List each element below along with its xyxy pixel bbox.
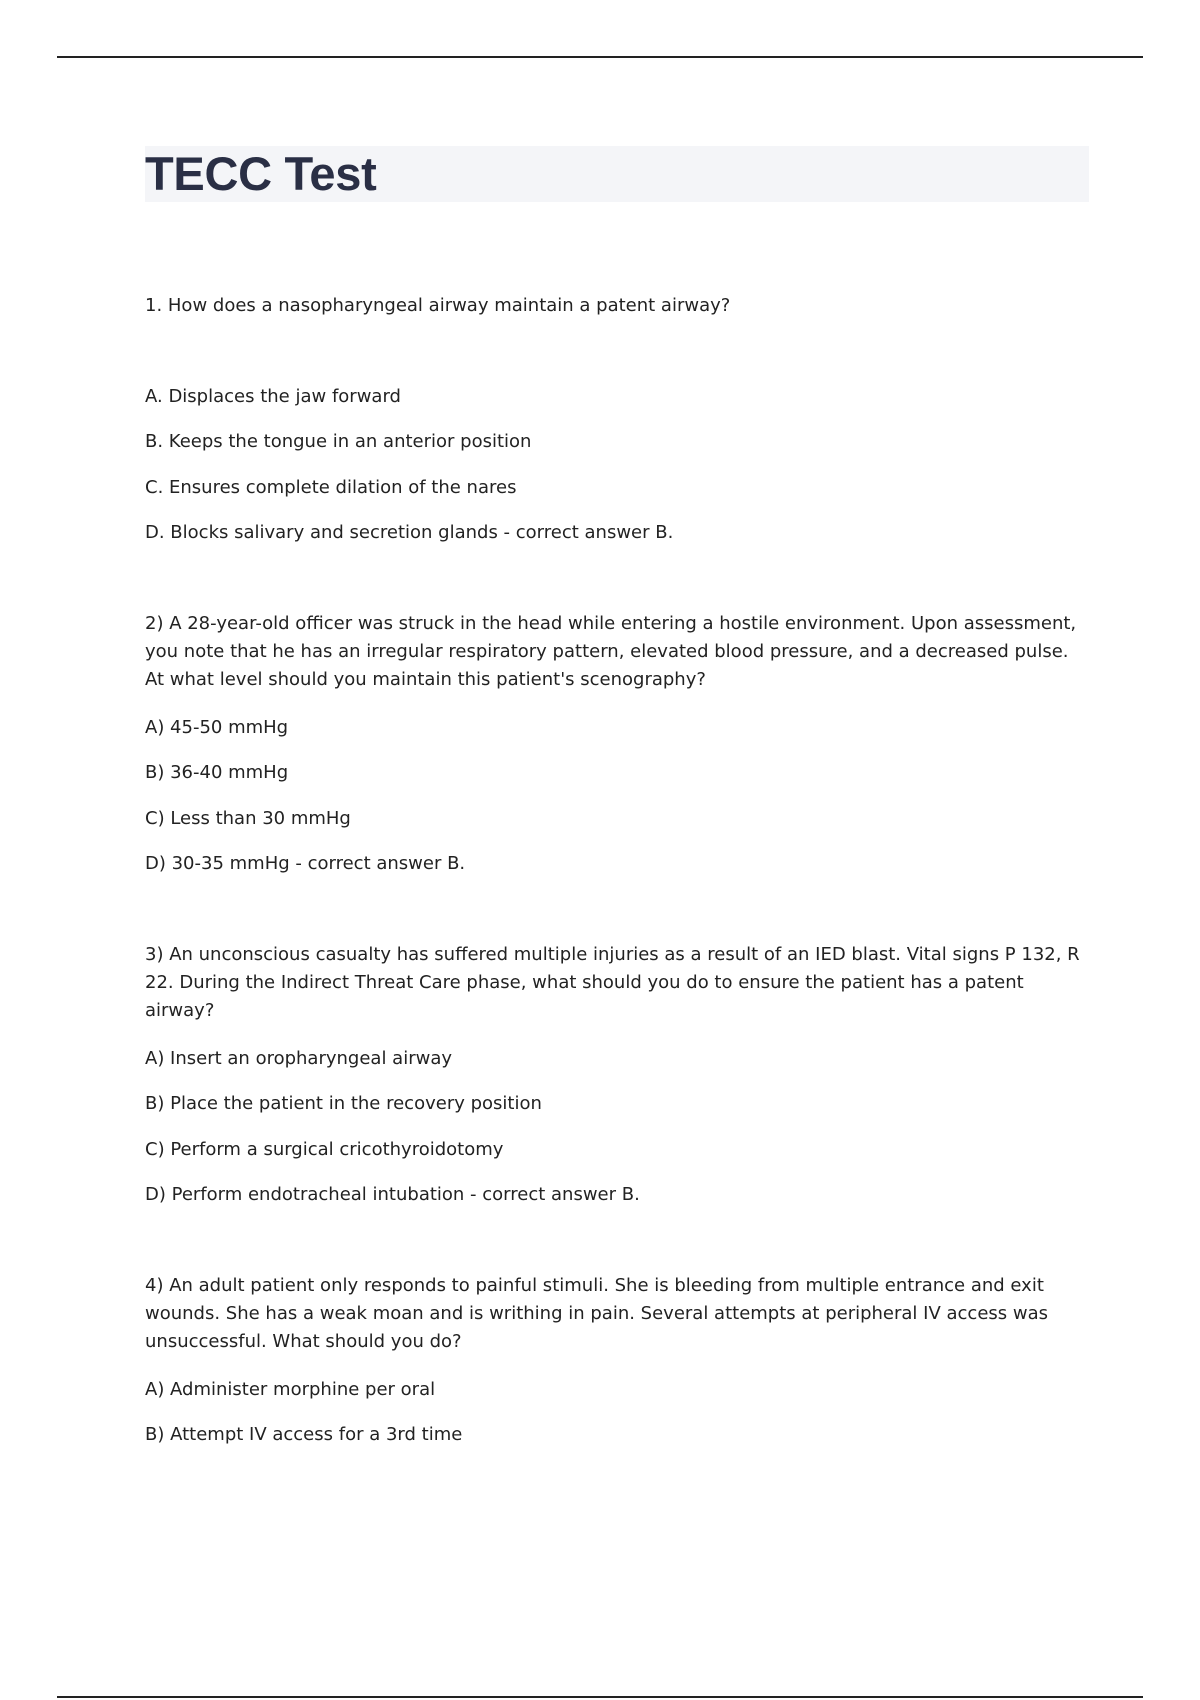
question-3-option-b: B) Place the patient in the recovery position bbox=[145, 1093, 542, 1114]
question-1-text: 1. How does a nasopharyngeal airway maintain a patent airway? bbox=[145, 295, 731, 316]
question-2-option-d: D) 30-35 mmHg - correct answer B. bbox=[145, 853, 466, 874]
question-3-text: 3) An unconscious casualty has suffered multiple injuries as a result of an IED blast. Vital signs P 132, R 22. During the Indirect Threat Care phase, what should you do to ensure the patient has a patent airway? bbox=[145, 944, 1080, 1021]
question-2-option-c: C) Less than 30 mmHg bbox=[145, 808, 351, 829]
question-4-option-b: B) Attempt IV access for a 3rd time bbox=[145, 1424, 463, 1445]
question-2-option-b: B) 36-40 mmHg bbox=[145, 762, 289, 783]
question-1-option-a: A. Displaces the jaw forward bbox=[145, 386, 401, 407]
page-title: TECC Test bbox=[145, 147, 377, 200]
question-3-option-a: A) Insert an oropharyngeal airway bbox=[145, 1048, 453, 1069]
header-rule bbox=[57, 56, 1143, 58]
question-1-option-c: C. Ensures complete dilation of the nares bbox=[145, 477, 517, 498]
footer-rule bbox=[57, 1696, 1143, 1698]
question-4-text: 4) An adult patient only responds to painful stimuli. She is bleeding from multiple entrance and exit wounds. She has a weak moan and is writhing in pain. Several attempts at peripheral IV access was unsuccessful. What should you do? bbox=[145, 1275, 1049, 1352]
question-3-option-c: C) Perform a surgical cricothyroidotomy bbox=[145, 1139, 504, 1160]
title-banner bbox=[145, 146, 1089, 202]
question-1-option-d: D. Blocks salivary and secretion glands - correct answer B. bbox=[145, 522, 674, 543]
question-3-option-d: D) Perform endotracheal intubation - correct answer B. bbox=[145, 1184, 640, 1205]
question-2-text: 2) A 28-year-old officer was struck in the head while entering a hostile environment. Upon assessment, you note that he has an irregular respiratory pattern, elevated blood pressure, and a decreased pulse. At what level should you maintain this patient's scenography? bbox=[145, 613, 1077, 690]
question-1-option-b: B. Keeps the tongue in an anterior position bbox=[145, 431, 532, 452]
question-2-option-a: A) 45-50 mmHg bbox=[145, 717, 289, 738]
question-4-option-a: A) Administer morphine per oral bbox=[145, 1379, 436, 1400]
